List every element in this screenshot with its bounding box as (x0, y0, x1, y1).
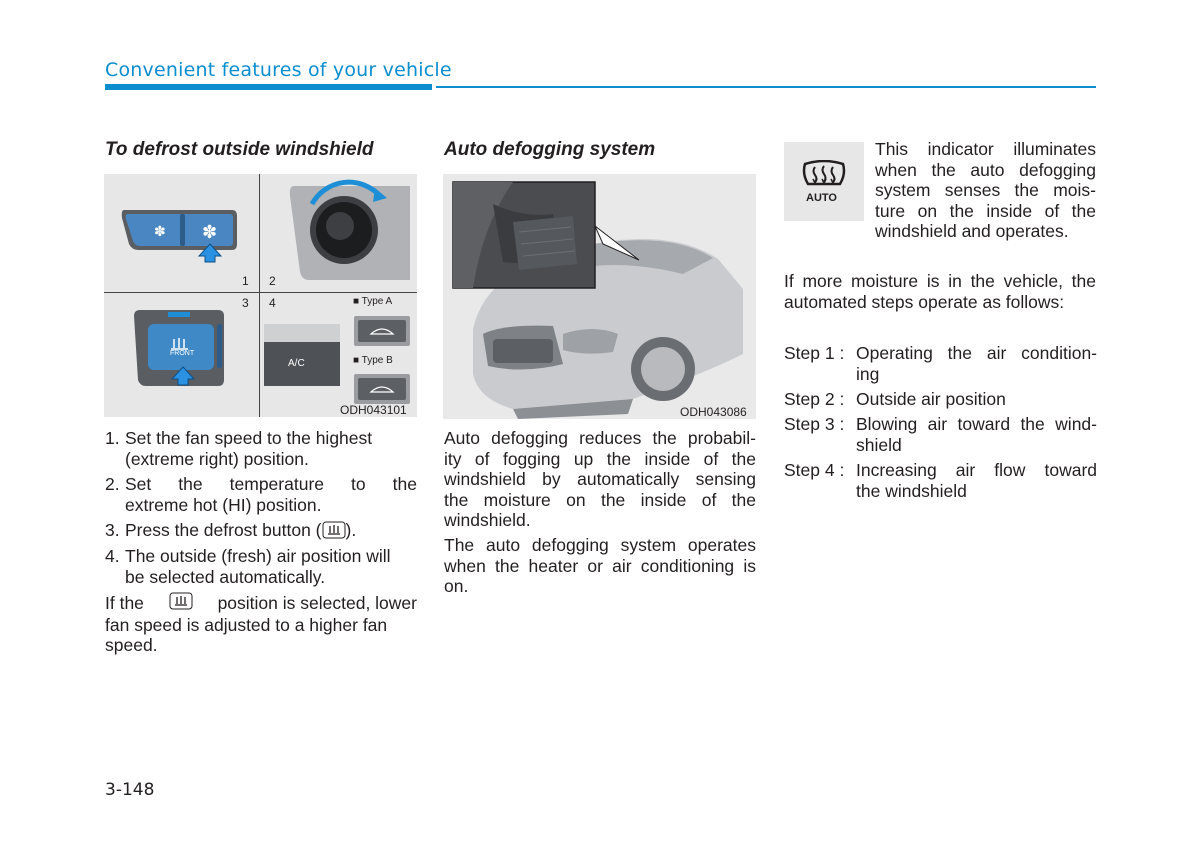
defrost-icon (322, 521, 346, 544)
defrost-step-1: 1. Set the fan speed to the highest (extreme right) position. (105, 428, 373, 469)
type-a-label: ■ Type A (353, 296, 393, 307)
figure-code-2: ODH043086 (680, 405, 747, 419)
car-figure-illustration (443, 174, 756, 419)
svg-text:✽: ✽ (202, 222, 218, 243)
moisture-intro: If more moisture is in the vehicle, the automated steps operate as follows: (784, 271, 1096, 312)
page-number: 3-148 (105, 780, 155, 800)
auto-defog-para-1: Auto defogging reduces the probabil- ity of fogging up the inside of the windshield by automatically sensing the moisture on the inside of the windshield. (444, 428, 756, 530)
defrost-icon (169, 592, 193, 615)
defrost-steps (105, 428, 417, 655)
defrost-figure (104, 174, 417, 417)
auto-defog-icon (802, 160, 846, 194)
panel-label-4: 4 (269, 296, 276, 310)
panel-label-1: 1 (242, 274, 249, 288)
header-rule-thin (436, 86, 1096, 88)
defrost-note: If the position is selected, lower fan speed is adjusted to a higher fan speed. (105, 593, 417, 655)
auto-defog-para-2: The auto defogging system operates when the heater or air conditioning is on. (444, 535, 756, 596)
panel-label-3: 3 (242, 296, 249, 310)
defrost-step-4: 4. The outside (fresh) air position will be selected automatically. (105, 546, 391, 587)
indicator-description: This indicator illuminates when the auto defogging system senses the mois- ture on the inside of the windshield and operates. (875, 139, 1096, 241)
ac-button-label: A/C (288, 358, 305, 369)
type-b-label: ■ Type B (353, 355, 393, 366)
auto-steps: Step 1 : Operating the air condition- ing Step 2 : Outside air position Step 3 : Blowing air toward the wind- shield Step 4 : Increasing air flow toward the windshield (784, 343, 1097, 501)
auto-step-1: Step 1 : Operating the air condition- ing (784, 343, 1097, 384)
panel-label-2: 2 (269, 274, 276, 288)
figure-code-1: ODH043101 (340, 403, 407, 417)
running-header: Convenient features of your vehicle (105, 59, 452, 81)
defrost-step-3: 3. Press the defrost button ( ). (105, 520, 417, 544)
car-figure (443, 174, 756, 419)
svg-text:✽: ✽ (154, 224, 166, 240)
front-button-label: FRONT (170, 350, 195, 357)
heading-defrost-outside: To defrost outside windshield (105, 139, 374, 160)
header-rule-thick (105, 84, 432, 90)
auto-defog-indicator (784, 142, 864, 221)
indicator-auto-label: AUTO (806, 192, 837, 204)
defrost-step-2: 2. Set the temperature to the extreme hot (HI) position. (105, 474, 417, 515)
heading-auto-defogging: Auto defogging system (444, 139, 656, 160)
